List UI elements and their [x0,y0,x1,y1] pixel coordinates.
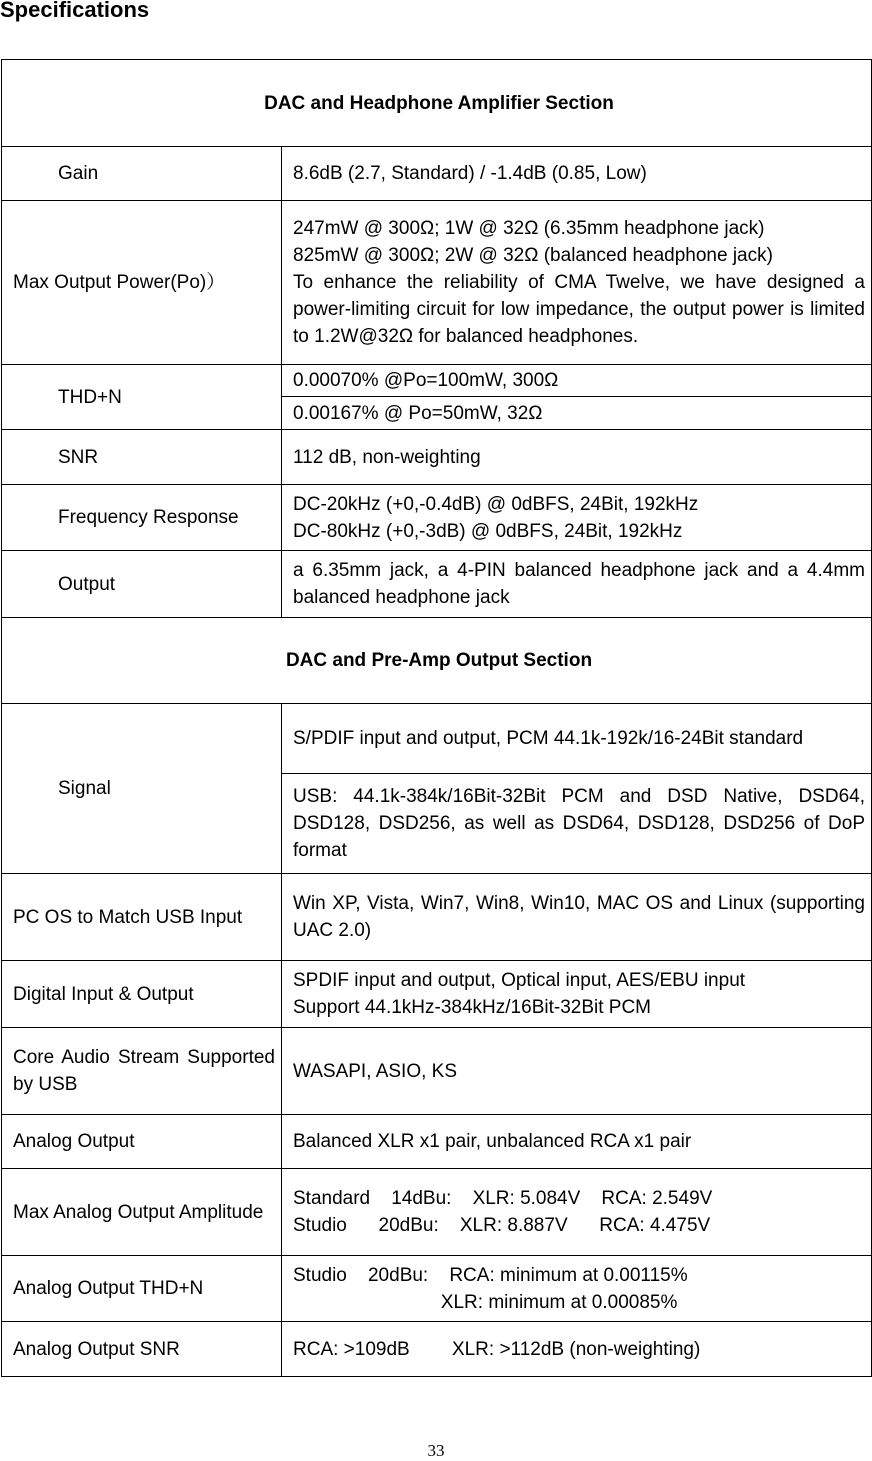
signal-label: Signal [2,704,282,874]
frequency-response-value [282,485,872,551]
pc-os-value: Win XP, Vista, Win7, Win8, Win10, MAC OS and Linux (supporting UAC 2.0) [282,874,872,961]
core-audio-value: WASAPI, ASIO, KS [282,1028,872,1115]
max-output-power-label: Max Output Power(Po)） [2,201,282,365]
output-label: Output [2,551,282,618]
frequency-response-label: Frequency Response [2,485,282,551]
page-number: 33 [427,1441,445,1460]
gain-label: Gain [2,147,282,201]
section-header-dac-headphone: DAC and Headphone Amplifier Section [2,60,872,147]
output-value: a 6.35mm jack, a 4-PIN balanced headphone jack and a 4.4mm balanced headphone jack [282,551,872,618]
thd-n-label: THD+N [2,365,282,430]
max-analog-amplitude-label: Max Analog Output Amplitude [2,1169,282,1256]
signal-value: S/PDIF input and output, PCM 44.1k-192k/16-24Bit standard [282,704,872,774]
specifications-table [1,59,872,1377]
analog-thd-value [282,1256,872,1322]
gain-value: 8.6dB (2.7, Standard) / -1.4dB (0.85, Low) [282,147,872,201]
frequency-response-line: DC-80kHz (+0,-3dB) @ 0dBFS, 24Bit, 192kHz [293,520,683,542]
pc-os-label: PC OS to Match USB Input [2,874,282,961]
digital-io-value [282,961,872,1028]
snr-value: 112 dB, non-weighting [282,430,872,485]
max-output-power-value [282,201,872,365]
analog-snr-label: Analog Output SNR [2,1322,282,1377]
max-output-power-line: 825mW @ 300Ω; 2W @ 32Ω (balanced headphone jack) [293,245,773,266]
max-analog-amplitude-line: Studio 20dBu: XLR: 8.887V RCA: 4.475V [293,1215,711,1236]
max-analog-amplitude-line: Standard 14dBu: XLR: 5.084V RCA: 2.549V [293,1188,713,1209]
analog-output-label: Analog Output [2,1115,282,1169]
analog-snr-value: RCA: >109dB XLR: >112dB (non-weighting) [282,1322,872,1377]
core-audio-label: Core Audio Stream Supported by USB [2,1028,282,1115]
thd-n-value: 0.00167% @ Po=50mW, 32Ω [282,397,872,430]
section-header-dac-preamp: DAC and Pre-Amp Output Section [2,618,872,704]
signal-value: USB: 44.1k-384k/16Bit-32Bit PCM and DSD Native, DSD64, DSD128, DSD256, as well as DSD64, DSD128, DSD256 of DoP format [282,774,872,874]
digital-io-label: Digital Input & Output [2,961,282,1028]
analog-output-value: Balanced XLR x1 pair, unbalanced RCA x1 pair [282,1115,872,1169]
max-analog-amplitude-value [282,1169,872,1256]
digital-io-line: SPDIF input and output, Optical input, AES/EBU input [293,970,746,991]
thd-n-value: 0.00070% @Po=100mW, 300Ω [282,365,872,397]
snr-label: SNR [2,430,282,485]
page-title: Specifications [0,0,150,22]
analog-thd-line: Studio 20dBu: RCA: minimum at 0.00115% [293,1264,688,1286]
analog-thd-label: Analog Output THD+N [2,1256,282,1322]
frequency-response-line: DC-20kHz (+0,-0.4dB) @ 0dBFS, 24Bit, 192kHz [293,493,699,515]
max-output-power-note: To enhance the reliability of CMA Twelve, we have designed a power-limiting circuit for low impedance, the output power is limited to 1.2W@32Ω for balanced headphones. [293,272,865,347]
max-output-power-line: 247mW @ 300Ω; 1W @ 32Ω (6.35mm headphone jack) [293,218,765,239]
analog-thd-line: XLR: minimum at 0.00085% [293,1291,678,1313]
digital-io-line: Support 44.1kHz-384kHz/16Bit-32Bit PCM [293,997,651,1018]
